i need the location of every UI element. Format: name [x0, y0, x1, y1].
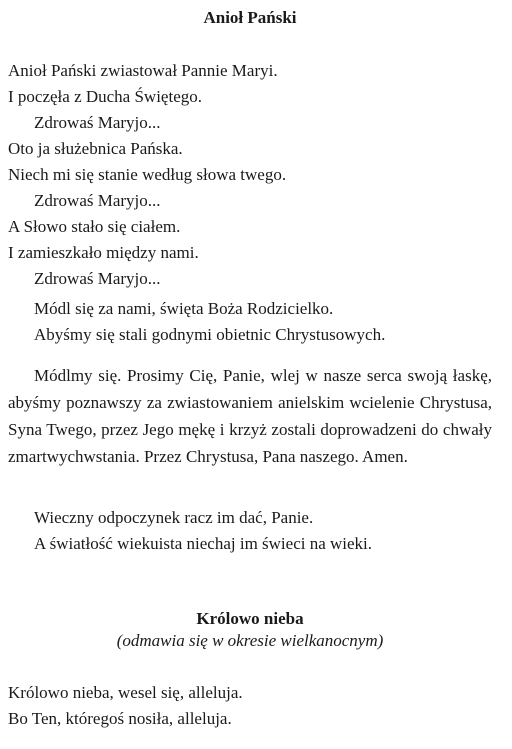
verse-line: I zamieszkało między nami.	[8, 243, 199, 262]
angelus-verses	[8, 58, 492, 292]
verse-line: Oto ja służebnica Pańska.	[8, 139, 183, 158]
prayer-title-krolowo-nieba: Królowo nieba	[196, 609, 304, 628]
verse-line: Królowo nieba, wesel się, alleluja.	[8, 683, 243, 702]
requiem-block	[8, 505, 492, 557]
requiem-line: Wieczny odpoczynek racz im dać, Panie.	[34, 508, 314, 527]
verse-line: Bo Ten, któregoś nosiła, alleluja.	[8, 709, 232, 728]
prayer-subtitle: (odmawia się w okresie wielkanocnym)	[116, 631, 384, 650]
verse-line: Niech mi się stanie według słowa twego.	[8, 165, 287, 184]
verse-line: A Słowo stało się ciałem.	[8, 217, 181, 236]
verse-line: Anioł Pański zwiastował Pannie Maryi.	[8, 61, 278, 80]
regina-caeli-verses	[8, 680, 492, 732]
requiem-line: A światłość wiekuista niechaj im świeci na wieki.	[34, 534, 373, 553]
verse-line-response: Zdrowaś Maryjo...	[34, 191, 161, 210]
versicle-line: Módl się za nami, święta Boża Rodzicielko.	[34, 299, 334, 318]
verse-line: I poczęła z Ducha Świętego.	[8, 87, 202, 106]
versicle-block	[8, 296, 492, 348]
verse-line-response: Zdrowaś Maryjo...	[34, 269, 161, 288]
verse-line-response: Zdrowaś Maryjo...	[34, 113, 161, 132]
prayer-title-aniol-panski: Anioł Pański	[203, 8, 297, 27]
closing-prayer-paragraph: Módlmy się. Prosimy Cię, Panie, wlej w nasze serca swoją łaskę, abyśmy poznawszy za zwiastowaniem anielskim wcielenie Chrystusa, Syna Twego, przez Jego mękę i krzyż zostali doprowadzeni do chwały zmartwychwstania. Przez Chrystusa, Pana naszego. Amen.	[8, 366, 492, 466]
versicle-line: Abyśmy się stali godnymi obietnic Chrystusowych.	[34, 325, 386, 344]
